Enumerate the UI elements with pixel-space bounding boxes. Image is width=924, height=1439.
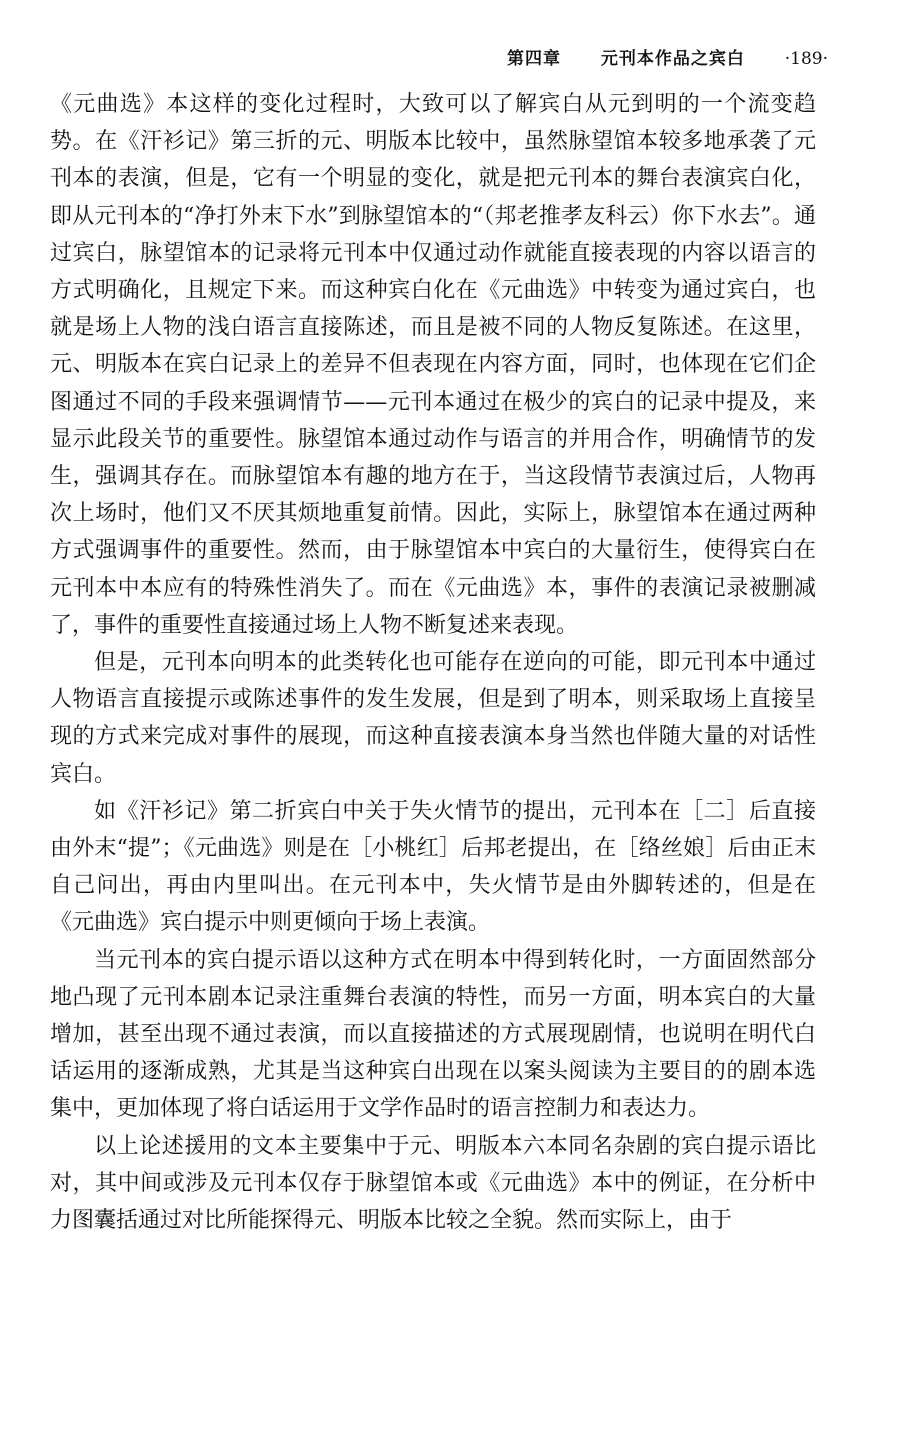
running-header xyxy=(507,44,828,69)
paragraph-3: 如《汗衫记》第二折宾白中关于失火情节的提出，元刊本在［二］后直接由外末“提”；《元曲选》则是在［小桃红］后邦老提出，在［络丝娘］后由正末自己问出，再由内里叫出。在元刊本中，失火情节是由外脚转述的，但是在《元曲选》宾白提示中则更倾向于场上表演。 xyxy=(50,798,816,936)
paragraph-1: 《元曲选》本这样的变化过程时，大致可以了解宾白从元到明的一个流变趋势。在《汗衫记》第三折的元、明版本比较中，虽然脉望馆本较多地承袭了元刊本的表演，但是，它有一个明显的变化，就是把元刊本的舞台表演宾白化，即从元刊本的“净打外末下水”到脉望馆本的“（邦老推孝友科云）你下水去”。通过宾白，脉望馆本的记录将元刊本中仅通过动作就能直接表现的内容以语言的方式明确化，且规定下来。而这种宾白化在《元曲选》中转变为通过宾白，也就是场上人物的浅白语言直接陈述，而且是被不同的人物反复陈述。在这里，元、明版本在宾白记录上的差异不但表现在内容方面，同时，也体现在它们企图通过不同的手段来强调情节——元刊本通过在极少的宾白的记录中提及，来显示此段关节的重要性。脉望馆本通过动作与语言的并用合作，明确情节的发生，强调其存在。而脉望馆本有趣的地方在于，当这段情节表演过后，人物再次上场时，他们又不厌其烦地重复前情。因此，实际上，脉望馆本在通过两种方式强调事件的重要性。然而，由于脉望馆本中宾白的大量衍生，使得宾白在元刊本中本应有的特殊性消失了。而在《元曲选》本，事件的表演记录被删减了，事件的重要性直接通过场上人物不断复述来表现。 xyxy=(50,92,816,638)
paragraph-2: 但是，元刊本向明本的此类转化也可能存在逆向的可能，即元刊本中通过人物语言直接提示或陈述事件的发生发展，但是到了明本，则采取场上直接呈现的方式来完成对事件的展现，而这种直接表演本身当然也伴随大量的对话性宾白。 xyxy=(50,650,816,787)
paragraph-5: 以上论述援用的文本主要集中于元、明版本六本同名杂剧的宾白提示语比对，其中间或涉及元刊本仅存于脉望馆本或《元曲选》本中的例证，在分析中力图囊括通过对比所能探得元、明版本比较之全貌。然而实际上，由于 xyxy=(50,1133,816,1234)
page-number: ·189· xyxy=(784,49,828,69)
chapter-label: 第四章 xyxy=(507,49,562,69)
paragraph-4: 当元刊本的宾白提示语以这种方式在明本中得到转化时，一方面固然部分地凸现了元刊本剧本记录注重舞台表演的特性，而另一方面，明本宾白的大量增加，甚至出现不通过表演，而以直接描述的方式展现剧情，也说明在明代白话运用的逐渐成熟，尤其是当这种宾白出现在以案头阅读为主要目的的剧本选集中，更加体现了将白话运用于文学作品时的语言控制力和表达力。 xyxy=(50,947,816,1122)
chapter-title: 元刊本作品之宾白 xyxy=(600,49,745,69)
body-text xyxy=(50,86,816,1239)
